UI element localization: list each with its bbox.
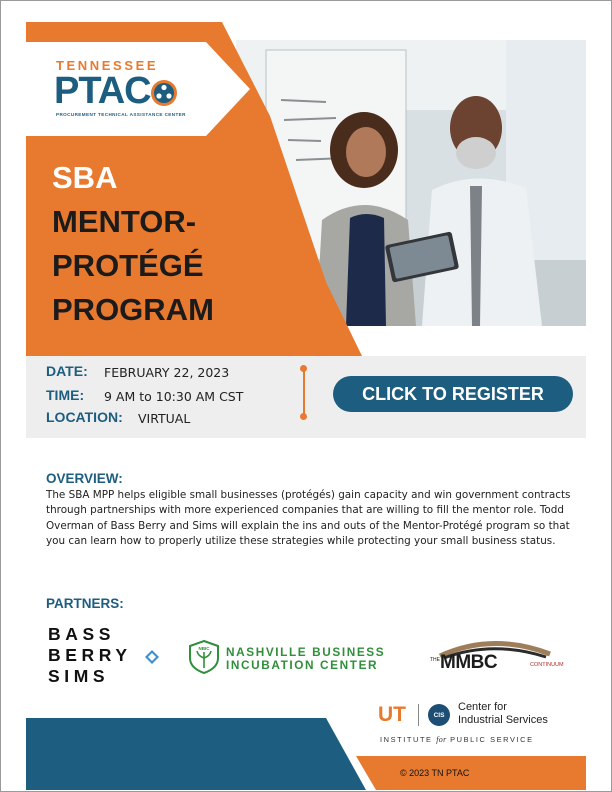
mmbc-the-text: THE <box>430 657 440 663</box>
cis-name <box>458 701 548 727</box>
overview-text: The SBA MPP helps eligible small businesses (protégés) gain capacity and win government contracts through partnerships with more experienced companies that are willing to fill the mentor role. Todd Overman of Bass Berry and Sims will explain the ins and outs of the Mentor-Protégé program so that you can learn how to properly utilize these strategies while protecting your small business status. <box>46 489 571 547</box>
ut-logo-icon <box>378 702 414 724</box>
divider-line <box>303 368 305 416</box>
date-value: FEBRUARY 22, 2023 <box>104 365 230 380</box>
ips-text-1: INSTITUTE <box>380 735 437 744</box>
ips-for: for <box>436 735 447 744</box>
title-line-1: SBA <box>52 160 118 195</box>
institute-public-service <box>380 735 534 744</box>
partners-heading: PARTNERS: <box>46 596 124 611</box>
cis-badge-icon: CIS <box>428 704 450 726</box>
berry-text: BERRY <box>48 645 132 665</box>
logo-state-text: TENNESSEE <box>56 58 159 73</box>
cis-line-2: Industrial Services <box>458 714 548 726</box>
nbic-name <box>226 646 385 671</box>
sims-text: SIMS <box>48 666 110 686</box>
ut-logo-text: UT <box>378 703 406 724</box>
overview-heading: OVERVIEW: <box>46 471 123 486</box>
divider-dot-top <box>300 365 307 372</box>
register-button[interactable]: CLICK TO REGISTER <box>333 376 573 412</box>
nbic-line-1: NASHVILLE BUSINESS <box>226 645 386 659</box>
date-label: DATE: <box>46 363 88 379</box>
logo-brand-text: PTAC <box>54 70 151 112</box>
logo-subtitle: PROCUREMENT TECHNICAL ASSISTANCE CENTER <box>56 112 186 117</box>
nbic-line-2: INCUBATION CENTER <box>226 657 379 672</box>
location-value: VIRTUAL <box>138 411 191 426</box>
diamond-icon <box>145 650 159 664</box>
tennessee-star-icon <box>150 79 178 107</box>
time-value: 9 AM to 10:30 AM CST <box>104 389 244 404</box>
bass-text: BASS <box>48 624 116 644</box>
title-line-3: PROTÉGÉ <box>52 248 204 283</box>
time-label: TIME: <box>46 387 85 403</box>
copyright-text: © 2023 TN PTAC <box>400 768 470 778</box>
footer-shapes <box>26 718 586 790</box>
ips-text-2: PUBLIC SERVICE <box>446 735 534 744</box>
nbic-badge-text: NBIC <box>198 646 210 651</box>
title-line-2: MENTOR- <box>52 204 197 239</box>
event-title <box>52 156 352 332</box>
divider-dot-bottom <box>300 413 307 420</box>
bass-berry-sims-logo <box>48 624 132 687</box>
nbic-shield-icon <box>188 640 220 674</box>
cis-line-1: Center for <box>458 701 507 713</box>
title-line-4: PROGRAM <box>52 292 214 327</box>
mmbc-continuum-text: CONTINUUM <box>530 662 564 668</box>
logo-separator <box>418 704 419 726</box>
location-label: LOCATION: <box>46 409 123 425</box>
mmbc-name: MMBC <box>440 652 498 673</box>
